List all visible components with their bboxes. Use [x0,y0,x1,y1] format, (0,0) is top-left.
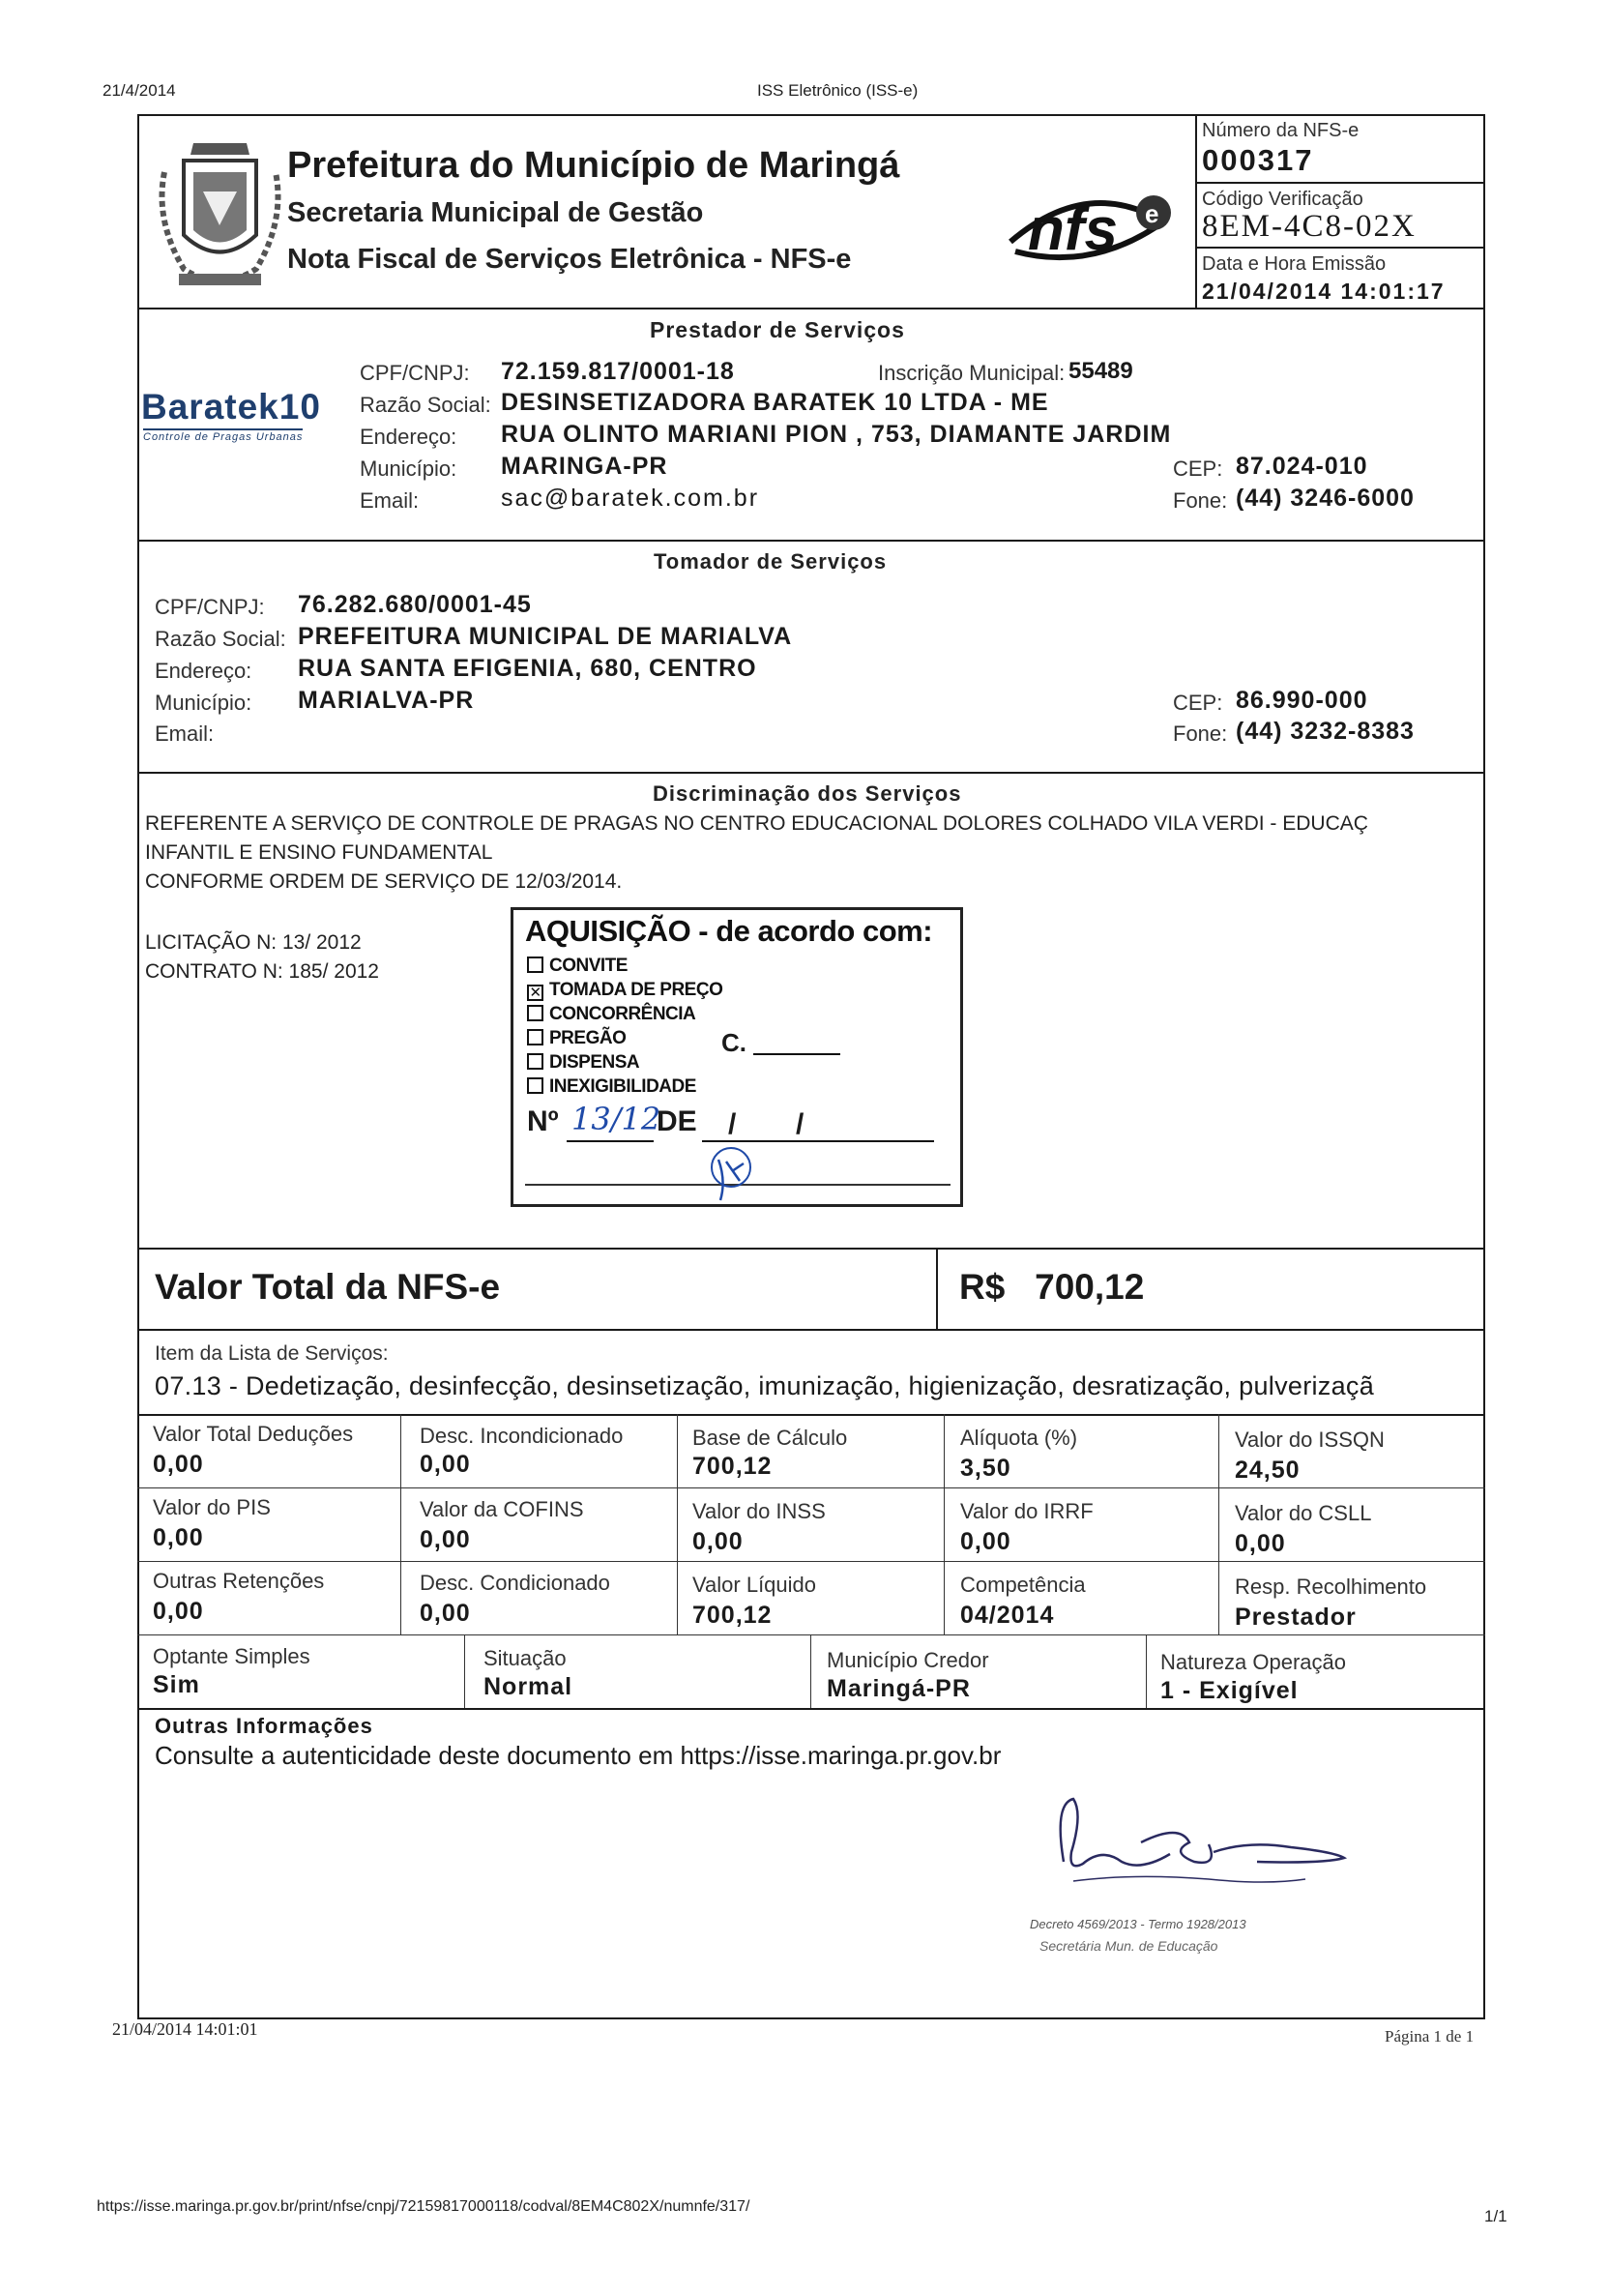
print-date: 21/4/2014 [102,81,176,100]
other-info-label: Outras Informações [155,1714,373,1738]
valor-liquido-value: 700,12 [692,1602,773,1629]
checkbox-checked-icon: ✕ [527,985,543,1001]
pis-label: Valor do PIS [153,1495,271,1519]
valor-liquido-label: Valor Líquido [692,1573,817,1597]
divider [1195,247,1485,249]
emission-label: Data e Hora Emissão [1202,253,1387,275]
taker-email-label: Email: [155,721,215,746]
csll-value: 0,00 [1235,1530,1286,1557]
emission-value: 21/04/2014 14:01:17 [1202,279,1446,304]
provider-address-value: RUA OLINTO MARIANI PION , 753, DIAMANTE JARDIM [501,421,1172,448]
stamp-number-handwritten: 13/12 [571,1101,661,1137]
checkbox-empty-icon [527,1053,543,1070]
baratek-tagline: Controle de Pragas Urbanas [143,428,303,443]
provider-cep-value: 87.024-010 [1236,453,1368,480]
municipio-credor-value: Maringá-PR [827,1675,971,1702]
stamp-option-convite: CONVITE [527,956,722,980]
nfse-number-value: 000317 [1202,143,1314,177]
taker-cpf-label: CPF/CNPJ: [155,595,265,619]
provider-address-label: Endereço: [360,425,457,449]
divider [1146,1634,1147,1708]
inss-value: 0,00 [692,1528,744,1555]
stamp-number-prefix: Nº [527,1105,559,1137]
stamp-title: AQUISIÇÃO - de acordo com: [525,914,933,948]
provider-section-title: Prestador de Serviços [650,317,905,342]
checkbox-empty-icon [527,1029,543,1045]
csll-label: Valor do CSLL [1235,1501,1372,1525]
provider-email-label: Email: [360,488,420,513]
stamp-option-dispensa: DISPENSA [527,1052,722,1076]
verification-code-value: 8EM-4C8-02X [1202,209,1417,244]
service-item-value: 07.13 - Dedetização, desinfecção, desinsetização, imunização, higienização, desratização, pulverizaçã [155,1371,1375,1400]
provider-cpf-value: 72.159.817/0001-18 [501,358,735,385]
divider [137,308,1485,309]
divider [677,1414,678,1634]
taker-address-label: Endereço: [155,659,252,683]
secretariat-title: Secretaria Municipal de Gestão [287,197,704,228]
divider [464,1634,465,1708]
taker-city-value: MARIALVA-PR [298,687,475,714]
total-label: Valor Total da NFS-e [155,1267,501,1307]
provider-city-value: MARINGA-PR [501,453,668,480]
desc-condicionado-value: 0,00 [420,1600,471,1627]
stamp-date-slash: / [728,1108,737,1140]
other-info-text: Consulte a autenticidade deste documento em https://isse.maringa.pr.gov.br [155,1741,1002,1770]
taker-phone-value: (44) 3232-8383 [1236,718,1415,745]
outras-retencoes-label: Outras Retenções [153,1569,325,1593]
provider-name-label: Razão Social: [360,393,491,417]
provider-phone-label: Fone: [1173,488,1228,513]
inss-label: Valor do INSS [692,1499,826,1523]
desc-incondicionado-label: Desc. Incondicionado [420,1424,624,1448]
taker-phone-label: Fone: [1173,721,1228,746]
resp-recolhimento-label: Resp. Recolhimento [1235,1575,1427,1599]
taker-cpf-value: 76.282.680/0001-45 [298,591,532,618]
checkbox-empty-icon [527,1077,543,1094]
total-value: R$ 700,12 [959,1267,1145,1307]
irrf-value: 0,00 [960,1528,1011,1555]
divider [137,1561,1485,1562]
nfse-logo-icon [1001,174,1175,271]
header-right-divider [1195,114,1197,308]
municipality-title: Prefeitura do Município de Maringá [287,145,900,186]
aliquota-value: 3,50 [960,1455,1011,1482]
issqn-label: Valor do ISSQN [1235,1428,1385,1452]
footer-timestamp: 21/04/2014 14:01:01 [112,2019,258,2039]
base-calculo-value: 700,12 [692,1453,773,1480]
stamp-options [527,956,722,1101]
aliquota-label: Alíquota (%) [960,1426,1078,1450]
desc-condicionado-label: Desc. Condicionado [420,1571,610,1595]
taker-name-label: Razão Social: [155,627,286,651]
stamp-de-label: DE [657,1105,697,1137]
provider-cep-label: CEP: [1173,456,1223,481]
provider-city-label: Município: [360,456,457,481]
footer-page: Página 1 de 1 [1385,2027,1475,2046]
natureza-operacao-value: 1 - Exigível [1160,1677,1299,1704]
stamp-number-line [567,1140,654,1142]
divider [137,772,1485,774]
competencia-value: 04/2014 [960,1602,1055,1629]
provider-cpf-label: CPF/CNPJ: [360,361,470,385]
taker-address-value: RUA SANTA EFIGENIA, 680, CENTRO [298,655,757,682]
stamp-option-pregao: PREGÃO [527,1028,722,1052]
irrf-label: Valor do IRRF [960,1499,1094,1523]
provider-im-value: 55489 [1068,358,1133,384]
divider [137,1487,1485,1488]
natureza-operacao-label: Natureza Operação [1160,1650,1346,1674]
pis-value: 0,00 [153,1524,204,1551]
nfse-number-label: Número da NFS-e [1202,120,1360,141]
stamp-option-concorrencia: CONCORRÊNCIA [527,1004,722,1028]
stamp-c-label: C. [721,1028,746,1057]
optante-simples-label: Optante Simples [153,1644,310,1668]
divider [137,1634,1485,1635]
stamp-option-inexigibilidade: INEXIGIBILIDADE [527,1076,722,1101]
provider-phone-value: (44) 3246-6000 [1236,485,1415,512]
cofins-value: 0,00 [420,1526,471,1553]
footer-url[interactable]: https://isse.maringa.pr.gov.br/print/nfse/cnpj/72159817000118/codval/8EM4C802X/numnfe/317/ [97,2198,750,2215]
deducoes-value: 0,00 [153,1451,204,1478]
divider [1195,182,1485,184]
divider [137,1708,1485,1710]
checkbox-empty-icon [527,1005,543,1021]
document-title: Nota Fiscal de Serviços Eletrônica - NFS-e [287,244,852,275]
taker-cep-value: 86.990-000 [1236,687,1368,714]
print-title: ISS Eletrônico (ISS-e) [757,81,919,100]
cofins-label: Valor da COFINS [420,1497,584,1521]
situacao-label: Situação [483,1646,567,1670]
divider [400,1414,401,1634]
services-description-line2: INFANTIL E ENSINO FUNDAMENTAL [145,841,493,864]
taker-city-label: Município: [155,691,252,715]
svg-text:nfs: nfs [1028,196,1118,263]
provider-name-value: DESINSETIZADORA BARATEK 10 LTDA - ME [501,389,1049,416]
divider [137,540,1485,542]
taker-section-title: Tomador de Serviços [654,549,888,574]
taker-name-value: PREFEITURA MUNICIPAL DE MARIALVA [298,623,793,650]
situacao-value: Normal [483,1673,573,1700]
municipio-credor-label: Município Credor [827,1648,989,1672]
divider [810,1634,811,1708]
services-section-title: Discriminação dos Serviços [653,781,962,806]
coat-of-arms-icon [155,133,285,298]
divider [944,1414,945,1634]
stamp-c-line [753,1053,840,1055]
taker-cep-label: CEP: [1173,691,1223,715]
services-description-line3: CONFORME ORDEM DE SERVIÇO DE 12/03/2014. [145,870,623,893]
issqn-value: 24,50 [1235,1457,1301,1484]
outras-retencoes-value: 0,00 [153,1598,204,1625]
svg-text:e: e [1145,199,1159,228]
footer-page-count: 1/1 [1484,2207,1507,2225]
verification-code-label: Código Verificação [1202,189,1363,210]
competencia-label: Competência [960,1573,1086,1597]
handwritten-signature-icon [1015,1794,1363,1910]
divider [137,1329,1485,1331]
licitacao-text: LICITAÇÃO N: 13/ 2012 [145,931,362,954]
divider [1218,1414,1219,1634]
signature-decree: Decreto 4569/2013 - Termo 1928/2013 [1030,1917,1246,1931]
divider [137,1248,1485,1250]
base-calculo-label: Base de Cálculo [692,1426,848,1450]
provider-email-value: sac@baratek.com.br [501,485,760,512]
optante-simples-value: Sim [153,1671,200,1698]
deducoes-label: Valor Total Deduções [153,1422,354,1446]
signature-secretary: Secretária Mun. de Educação [1039,1938,1218,1954]
service-item-label: Item da Lista de Serviços: [155,1342,389,1365]
services-description-line1: REFERENTE A SERVIÇO DE CONTROLE DE PRAGAS NO CENTRO EDUCACIONAL DOLORES COLHADO VILA VERDI - EDUCAÇ [145,812,1368,835]
divider [137,1414,1485,1416]
resp-recolhimento-value: Prestador [1235,1604,1357,1631]
checkbox-empty-icon [527,957,543,973]
stamp-option-tomada-de-preco: ✕ TOMADA DE PREÇO [527,980,722,1004]
stamp-date-slash: / [796,1108,804,1140]
initials-signature-icon [697,1142,765,1210]
contrato-text: CONTRATO N: 185/ 2012 [145,960,379,983]
acquisition-stamp [511,907,963,1207]
divider [936,1248,938,1329]
provider-im-label: Inscrição Municipal: [878,361,1066,385]
baratek-logo: Baratek10 [141,387,321,427]
desc-incondicionado-value: 0,00 [420,1451,471,1478]
